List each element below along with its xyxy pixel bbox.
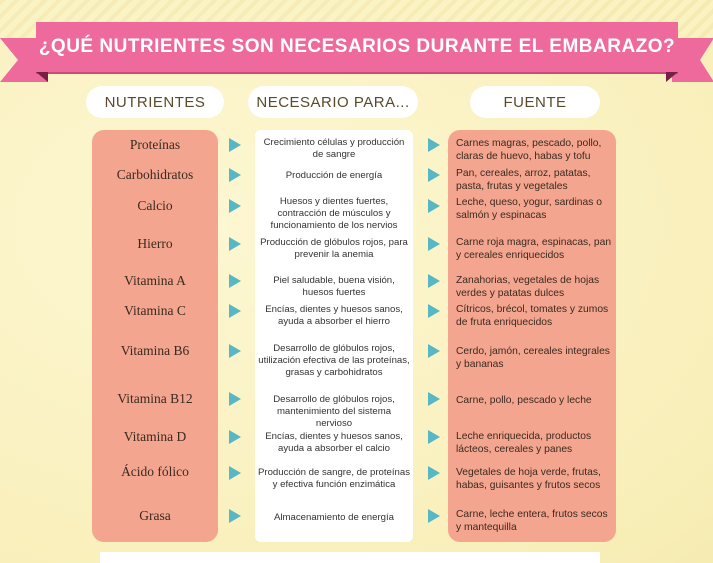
nutriente-label: Vitamina B6 xyxy=(120,343,190,358)
banner-fold-left xyxy=(36,72,48,82)
header-fuente: FUENTE xyxy=(470,86,600,118)
nutriente-label: Vitamina B12 xyxy=(117,391,193,406)
fuente-text: Cerdo, jamón, cereales integrales y bananas xyxy=(456,346,610,370)
fuente-text: Vegetales de hoja verde, frutas, habas, guisantes y frutos secos xyxy=(456,467,601,491)
arrow-icon xyxy=(229,344,241,358)
arrow-icon xyxy=(428,430,440,444)
arrow-icon xyxy=(229,466,241,480)
arrow-icon xyxy=(229,509,241,523)
nutriente-label: Calcio xyxy=(137,198,173,213)
page-title: ¿QUÉ NUTRIENTES SON NECESARIOS DURANTE EL EMBARAZO? xyxy=(38,36,676,57)
header-nutrientes: NUTRIENTES xyxy=(86,86,224,118)
nutriente-label: Vitamina C xyxy=(124,303,186,318)
necesario-text: Encías, dientes y huesos sanos, ayuda a absorber el calcio xyxy=(265,431,403,454)
arrow-icon xyxy=(229,274,241,288)
necesario-text: Desarrollo de glóbulos rojos, utilización efectiva de las proteínas, grasas y carbohidratos xyxy=(258,343,410,378)
fuente-text: Carne, pollo, pescado y leche xyxy=(456,395,592,406)
arrow-icon xyxy=(229,199,241,213)
arrow-icon xyxy=(428,392,440,406)
arrow-icon xyxy=(428,138,440,152)
nutriente-label: Grasa xyxy=(139,508,171,523)
necesario-text: Producción de glóbulos rojos, para prevenir la anemia xyxy=(260,237,408,260)
arrow-icon xyxy=(428,168,440,182)
nutriente-label: Carbohidratos xyxy=(116,167,194,182)
necesario-text: Producción de energía xyxy=(285,170,383,181)
banner-tail-right xyxy=(672,38,713,82)
arrow-icon xyxy=(428,274,440,288)
fuente-text: Leche, queso, yogur, sardinas o salmón y espinacas xyxy=(456,197,602,221)
arrow-icon xyxy=(428,304,440,318)
fuente-text: Carnes magras, pescado, pollo, claras de huevo, habas y tofu xyxy=(456,138,602,162)
nutriente-label: Ácido fólico xyxy=(121,464,189,479)
footer-bar xyxy=(100,552,600,563)
arrow-icon xyxy=(229,304,241,318)
arrow-icon xyxy=(229,138,241,152)
necesario-text: Crecimiento células y producción de sangre xyxy=(263,137,405,160)
nutriente-label: Vitamina A xyxy=(124,273,186,288)
arrow-icon xyxy=(428,199,440,213)
arrow-icon xyxy=(229,392,241,406)
necesario-text: Almacenamiento de energía xyxy=(274,512,394,523)
fuente-text: Pan, cereales, arroz, patatas, pasta, frutas y vegetales xyxy=(456,168,591,192)
arrow-icon xyxy=(428,344,440,358)
header-necesario: NECESARIO PARA... xyxy=(248,86,418,118)
nutriente-label: Hierro xyxy=(137,236,173,251)
arrow-icon xyxy=(229,168,241,182)
arrow-icon xyxy=(229,237,241,251)
arrow-icon xyxy=(428,237,440,251)
fuente-text: Carne, leche entera, frutos secos y mantequilla xyxy=(456,509,608,533)
necesario-text: Desarrollo de glóbulos rojos, mantenimiento del sistema nervioso xyxy=(273,394,395,429)
necesario-text: Huesos y dientes fuertes, contracción de músculos y funcionamiento de los nervios xyxy=(270,196,398,231)
necesario-text: Producción de sangre, de proteínas y efectiva función enzimática xyxy=(258,467,411,490)
fuente-text: Leche enriquecida, productos lácteos, cereales y panes xyxy=(456,431,592,455)
fuente-text: Cítricos, brécol, tomates y zumos de fruta enriquecidos xyxy=(456,304,609,328)
nutriente-label: Vitamina D xyxy=(123,429,187,444)
fuente-text: Zanahorias, vegetales de hojas verdes y patatas dulces xyxy=(456,275,600,299)
necesario-text: Encías, dientes y huesos sanos, ayuda a absorber el hierro xyxy=(265,304,403,327)
arrow-icon xyxy=(428,509,440,523)
fuente-text: Carne roja magra, espinacas, pan y cereales enriquecidos xyxy=(456,237,612,261)
arrow-icon xyxy=(229,430,241,444)
nutriente-label: Proteínas xyxy=(129,137,181,152)
arrow-icon xyxy=(428,466,440,480)
nutrientes-column xyxy=(92,130,218,542)
necesario-text: Piel saludable, buena visión, huesos fuertes xyxy=(273,275,395,298)
banner-fold-right xyxy=(666,72,678,82)
